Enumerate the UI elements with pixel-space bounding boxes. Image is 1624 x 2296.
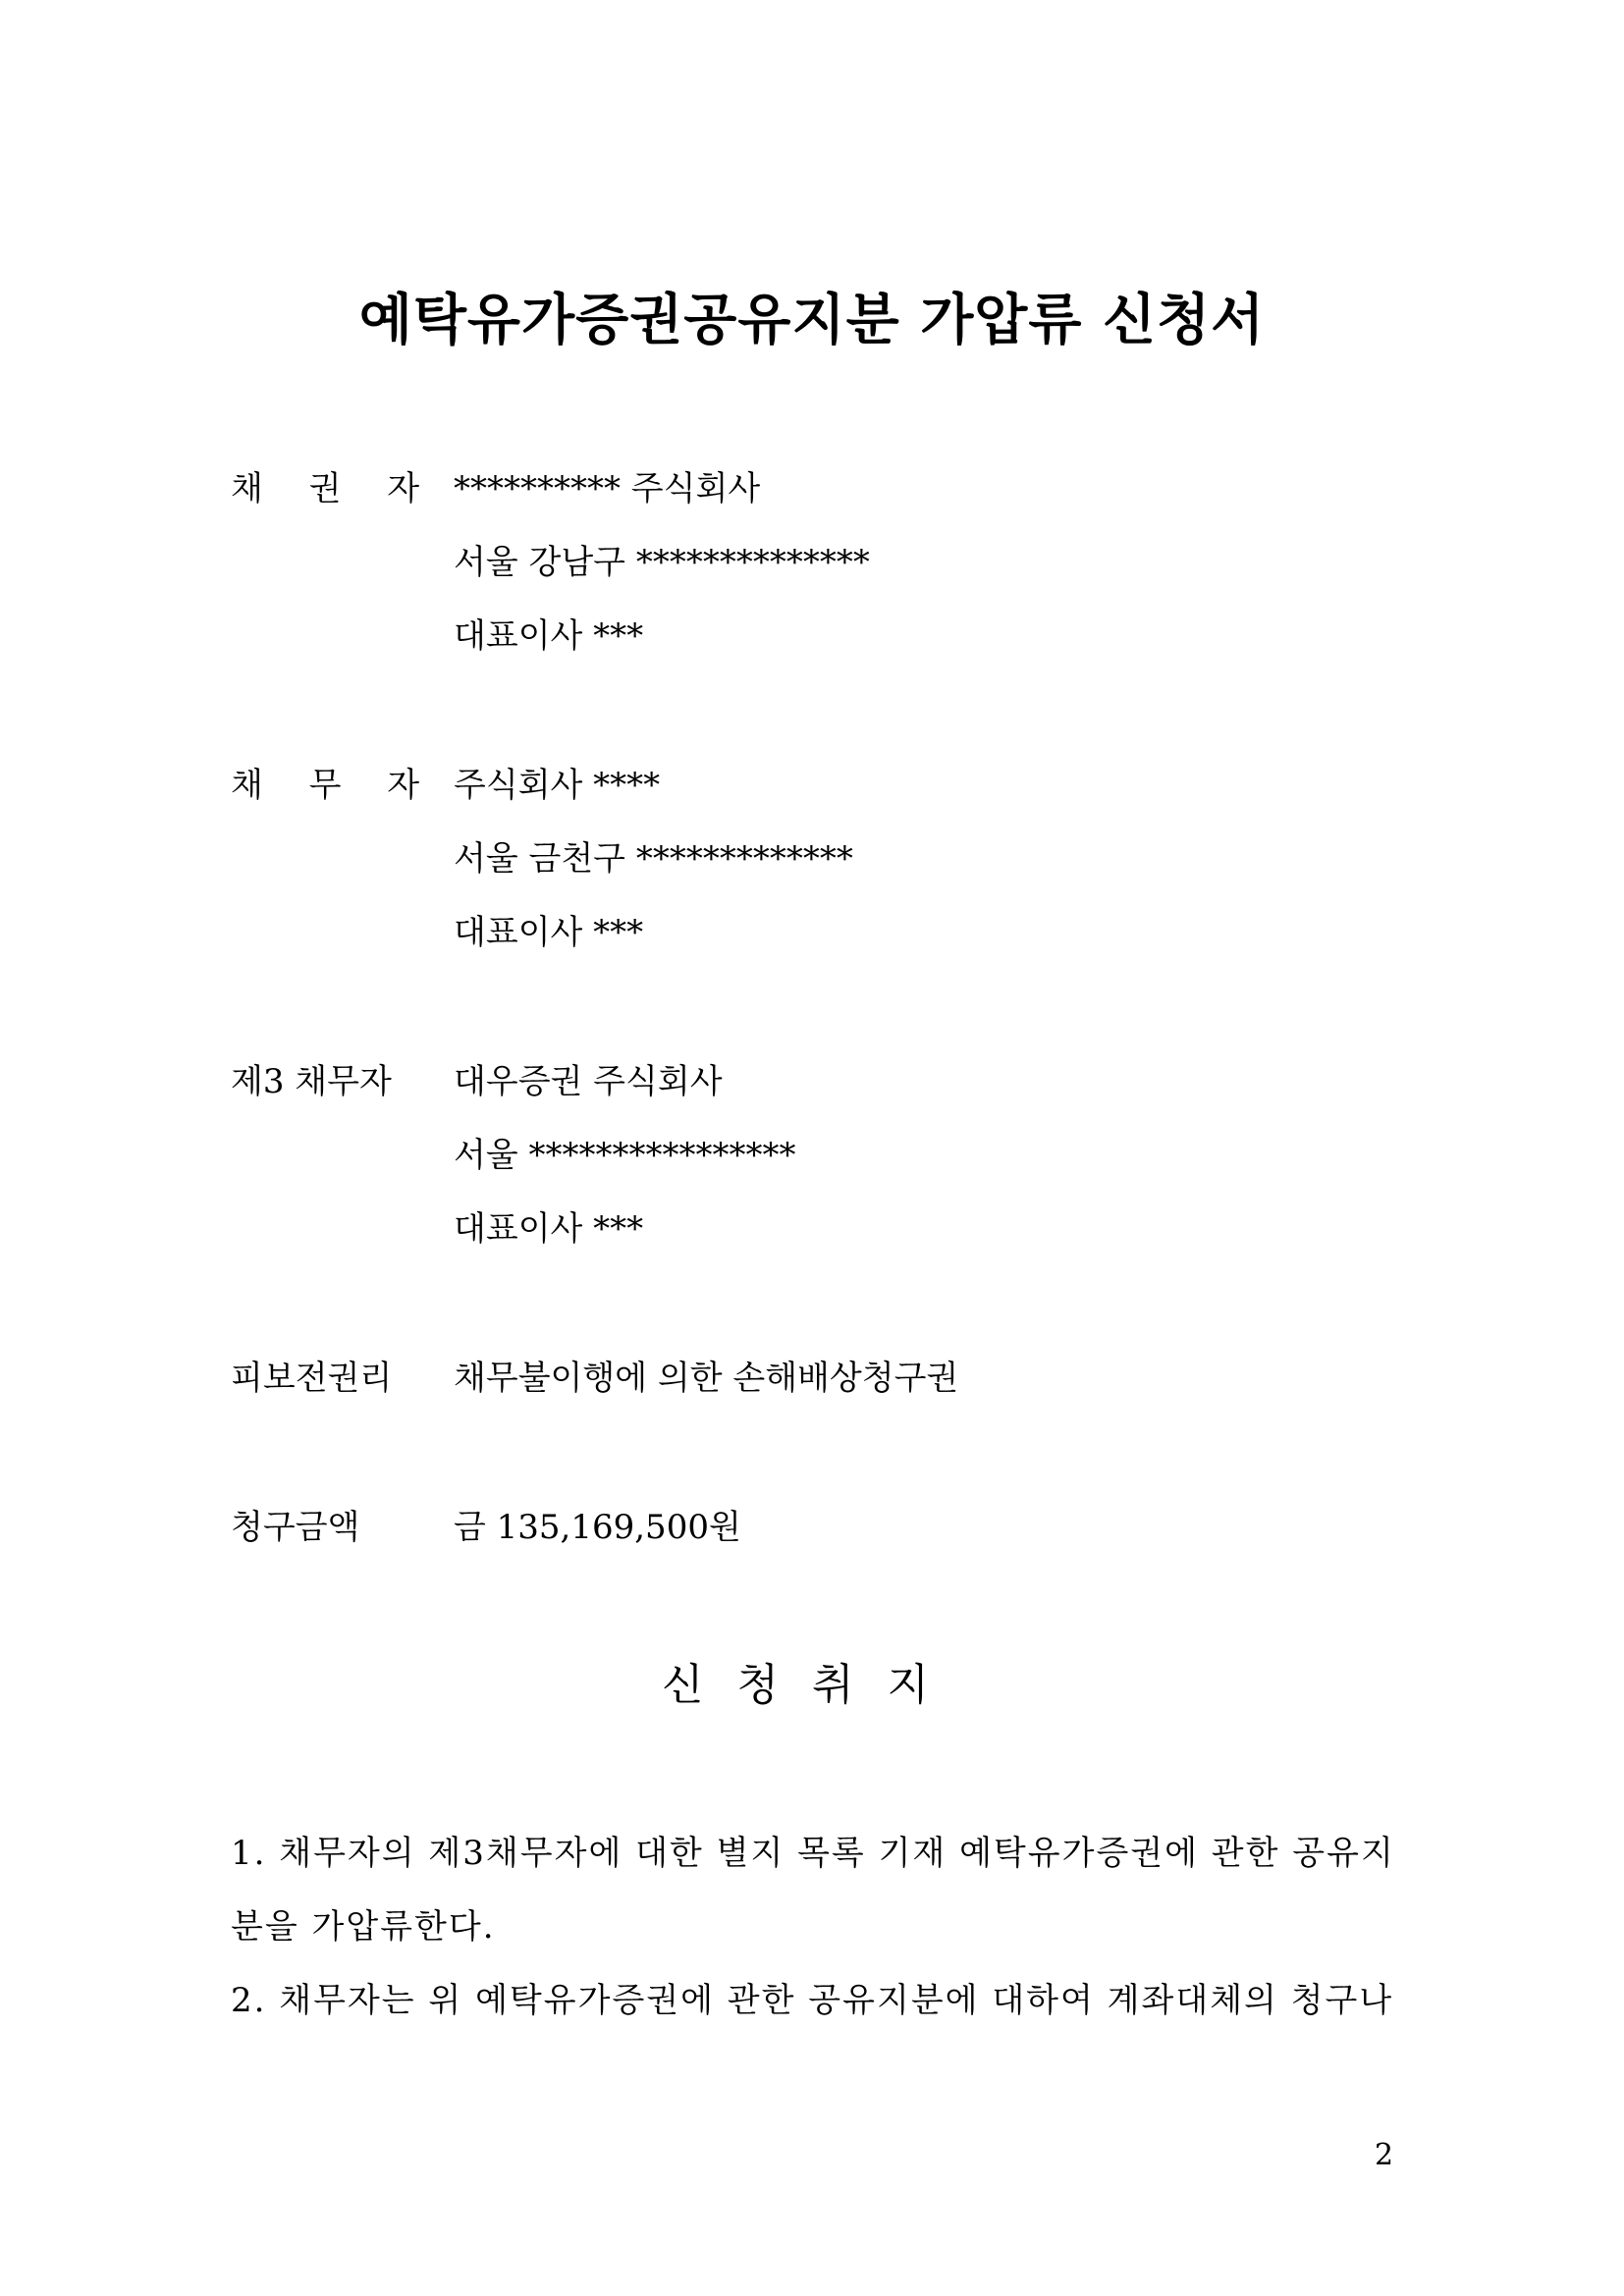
page-number: 2 <box>1375 2138 1394 2172</box>
debtor-name: 주식회사 **** <box>454 766 661 805</box>
creditor-label-text: 채 권 자 <box>231 469 420 508</box>
debtor-address: 서울 금천구 ************* <box>454 839 853 879</box>
third-debtor-address: 서울 **************** <box>454 1136 796 1175</box>
debtor-label <box>231 758 419 806</box>
paragraph-line-2: 분을 가압류한다. <box>231 1907 496 1947</box>
claim-amount-value: 금 135,169,500원 <box>454 1508 741 1547</box>
claim-amount-label: 청구금액 <box>231 1508 360 1547</box>
creditor-label <box>231 461 419 509</box>
paragraph-line-1: 1. 채무자의 제3채무자에 대한 별지 목록 기재 예탁유가증권에 관한 공유지 <box>231 1834 1395 1873</box>
third-debtor-representative: 대표이사 *** <box>454 1209 644 1249</box>
secured-right-label: 피보전권리 <box>231 1359 393 1398</box>
third-debtor-name: 대우증권 주식회사 <box>454 1062 723 1101</box>
creditor-address: 서울 강남구 ************** <box>454 543 870 582</box>
third-debtor-label: 제3 채무자 <box>231 1062 392 1101</box>
secured-right-value: 채무불이행에 의한 손해배상청구권 <box>454 1359 959 1398</box>
section-title: 신청취지 <box>661 1660 962 1710</box>
paragraph-line-3: 2. 채무자는 위 예탁유가증권에 관한 공유지분에 대하여 계좌대체의 청구나 <box>231 1981 1394 2020</box>
creditor-representative: 대표이사 *** <box>454 616 644 656</box>
debtor-label-text: 채 무 자 <box>231 766 420 805</box>
creditor-name: ********** 주식회사 <box>454 469 761 508</box>
document-title: 예탁유가증권공유지분 가압류 신청서 <box>358 289 1266 352</box>
debtor-representative: 대표이사 *** <box>454 913 644 952</box>
